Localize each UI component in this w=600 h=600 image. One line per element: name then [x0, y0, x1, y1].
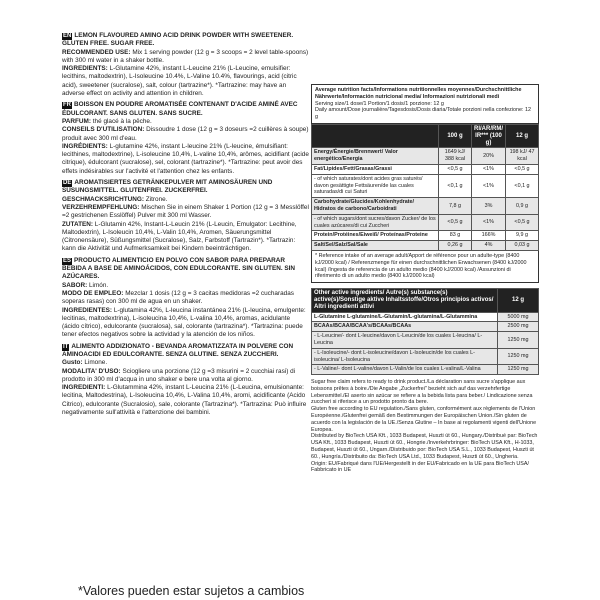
usage-text: Mezclar 1 dosis (12 g = 3 cacitas medidoras =2 cucharadas soperas rasas) con 300 ml de agua en un shaker. [62, 289, 294, 306]
usage-text: Mix 1 serving powder (12 g = 3 scoops = 2 level table-spoons) with 300 ml water in a shaker bottle. [62, 48, 309, 64]
flavor-label: Gusto: [62, 359, 83, 367]
active-label: BCAAs/BCAA/BCAA's/BCAAs/BCAAs [312, 322, 498, 332]
daily-amount: Daily amount/Dose journalière/Tagesdosis/Dosis diaria/Totale porzioni nella confezione: 12 g [315, 107, 532, 121]
flavor-value: thé glacé à la pêche. [92, 117, 152, 125]
claims-block [311, 379, 539, 474]
nutrition-row [312, 198, 539, 215]
nutrition-row [312, 214, 539, 231]
value-12g: 0,9 g [506, 198, 539, 215]
language-block-it [62, 343, 309, 418]
nutrition-row [312, 231, 539, 241]
value-12g: 198 kJ/ 47 kcal [506, 148, 539, 165]
ingredients-text: L-glutamina 42%, L-leucina instantánea 21% (L-leucina, emulgente: lecitinas, maltodextrina), L-isoleucina 10,4%, L-valina 10,4%, aromas, acidulante (ácido cítrico), edulcorante (sucralosa), sal, colorante (tartrazina*). *Tartrazina: puede tener efectos negativos sobre la actividad y la atención de los niños. [62, 306, 306, 339]
ingredients-text: L-Glutamine 42%, instant L-Leucine 21% (L-Leucine, emulsifier: lecithins, maltodextrin), L-Isoleucine 10.4%, L-Valine 10.4%, flavourings, acid (citric acid), sweetener (sucralose), salt, colour (tartrazine*). *Tartrazine: may have an adverse effect on activity and attention in children. [62, 65, 297, 98]
language-block-de [62, 179, 309, 254]
nutrient-label: - of which saturates/dont acides gras saturés/ davon gesättigte Fettsäuren/de las cuales saturadas/di cui Saturi [312, 174, 439, 197]
active-row [312, 332, 539, 349]
active-row [312, 348, 539, 365]
value-12g: 0,03 g [506, 241, 539, 251]
product-title: BOISSON EN POUDRE AROMATISÉE CONTENANT D'ACIDE AMINÉ AVEC ÉDULCORANT. SANS GLUTEN. SANS SUCRE. [62, 101, 298, 117]
value-100g: 0,26 g [439, 241, 472, 251]
value-12g: 9,9 g [506, 231, 539, 241]
nutrition-table-header [312, 124, 539, 147]
value-100g: <0,1 g [439, 174, 472, 197]
flavor-value: Limón. [89, 281, 109, 289]
product-title: ALIMENTO ADDIZIONATO - BEVANDA AROMATIZZATA IN POLVERE CON AMINOACIDI ED EDULCORANTE. SENZA GLUTINE. SENZA ZUCCHERI. [62, 342, 294, 358]
nutrient-label: Protein/Protéines/Eiweiß/ Proteínas/Proteine [312, 231, 439, 241]
active-value: 1250 mg [498, 365, 539, 375]
active-label: - L-Leucine/- dont L-leucine/davon L-Leucin/de los cuales L-leucina/ L-Leucina [312, 332, 498, 349]
ingredients-label: INGREDIENTI: [62, 384, 106, 392]
nutrition-row [312, 164, 539, 174]
label-text-column [62, 32, 309, 420]
reference-footnote: * Reference intake of an average adult/Apport de référence pour un adulte-type (8400 kJ/2000 kcal) / Referenzmenge für einen durchschnittlichen Erwachsenen (8400 kJ/2000 kcal) /Ingesta de referencia de un adulto medio (8400 kJ/2000 kcal) /Assunzioni di riferimento di un adulto medio (8400 kJ/2000 kcal) [311, 251, 539, 283]
nutrition-panel [311, 84, 539, 474]
product-title: LEMON FLAVOURED AMINO ACID DRINK POWDER WITH SWEETENER. GLUTEN FREE. SUGAR FREE. [62, 32, 294, 48]
claim-paragraph: Sugar free claim refers to ready to drink product./La déclaration sans sucre s'applique aux boissons prêtes à boire./Die Angabe „Zuckerfrei" bezieht sich auf das verzehrfertige Lebensmittel./El aserto sin azúcar se refiere a la bebida lista para beber./ Lindicazione senza zuccheri si riferisce a un prodotto pronto da bere. [311, 379, 533, 406]
flavor-label: GESCHMACKSRICHTUNG: [62, 195, 145, 203]
value-ri: 20% [472, 148, 506, 165]
nutrient-label: Energy/Énergie/Brennwert/ Valor energético/Energia [312, 148, 439, 165]
claim-paragraph: Gluten free according to EU regulation./Sans gluten, conformément aux règlements de l'Union Européenne./Glutenfrei gemäß den Bestimmungen der Europäischen Union./Sin gluten de acuerdo con la legislación de la UE./Senza Glutine – In base ai regolamenti vigenti dell'Unione Europea. [311, 406, 537, 433]
usage-label: MODO DE EMPLEO: [62, 289, 124, 297]
product-title: AROMATISIERTES GETRÄNKEPULVER MIT AMINOSÄUREN UND SÜSUNGSMITTEL. GLUTENFREI. ZUCKERFREI. [62, 179, 273, 195]
nutrient-label: Carbohydrate/Glucides/Kohlenhydrate/ Hidratos de carbono/Carboidrati [312, 198, 439, 215]
col-header: RI/AR/RM/ IR*** (100 g) [472, 124, 506, 147]
col-header: 12 g [506, 124, 539, 147]
language-code-badge: EN [63, 33, 72, 39]
value-100g: 83 g [439, 231, 472, 241]
nutrition-row [312, 148, 539, 165]
value-100g: 1649 kJ/ 388 kcal [439, 148, 472, 165]
ingredients-label: INGREDIENTS: [62, 65, 108, 73]
value-12g: <0,5 g [506, 214, 539, 231]
nutrition-table [311, 124, 539, 251]
active-row [312, 365, 539, 375]
nutrient-label: - of which sugars/dont sucres/davon Zucker/ de los cuales azúcares/di cui Zuccheri [312, 214, 439, 231]
serving-size: Serving size/1 dose/1 Portion/1 dosis/1 porzione: 12 g [315, 100, 444, 107]
language-block-fr [62, 101, 309, 176]
ingredients-label: ZUTATEN: [62, 220, 93, 228]
language-code-badge: FR [63, 102, 71, 109]
active-label: - L-Valine/- dont L-valine/davon L-Valin/de los cuales L-valina/L-Valina [312, 365, 498, 375]
value-100g: <0,5 g [439, 214, 472, 231]
active-row [312, 322, 539, 332]
ingredients-label: INGRÉDIENTS: [62, 142, 108, 150]
active-row [312, 312, 539, 322]
flavor-value: Limone. [84, 359, 108, 367]
col-header: 100 g [439, 124, 472, 147]
usage-label: CONSEILS D'UTILISATION: [62, 126, 145, 134]
footer-note: *Valores pueden estar sujetos a cambios [78, 584, 305, 598]
language-code-badge: DE [63, 180, 72, 187]
nutrition-header-box [311, 84, 539, 124]
active-label: L-Glutamine L-glutamine/L-Glutamin/L-glutamina/L-Glutammina [312, 312, 498, 322]
value-ri: 166% [472, 231, 506, 241]
active-value: 1250 mg [498, 332, 539, 349]
actives-col-header: 12 g [498, 289, 539, 312]
active-value: 2500 mg [498, 322, 539, 332]
value-100g: 7,8 g [439, 198, 472, 215]
value-ri: <1% [472, 164, 506, 174]
ingredients-text: L-Glutamin 42%, Instant-L-Leucin 21% (L-Leucin, Emulgator: Lecithine, Maltodextrin), L-Isoleucin 10,4%, L-Valin 10,4%, Aromen, Säuerungsmittel (Citronensäure), Süßungsmittel (Sucralose), Salz, Farbstoff (Tartrazin*). *Tartrazin: kann die Aktivität und Aufmerksamkeit bei Kindern beeinträchtigen. [62, 220, 297, 253]
language-code-badge: ES [63, 257, 72, 264]
language-code-badge: IT [63, 343, 69, 350]
col-header [312, 124, 439, 147]
active-value: 5000 mg [498, 312, 539, 322]
flavor-label: PARFUM: [62, 117, 91, 125]
actives-header: Other active ingredients/ Autre(s) substance(s) active(s)/Sonstige aktive Inhaltsstoffe/Otros principios activos/ Altri ingredienti attivi [312, 289, 498, 312]
language-block-es [62, 257, 309, 340]
nutrient-label: Fat/Lipides/Fett/Grasas/Grassi [312, 164, 439, 174]
flavor-label: SABOR: [62, 281, 88, 289]
claim-paragraph: Origin: EU/Fabriqué dans l'UE/Hergestellt in der EU/Fabricado en la UE para BioTech USA/ Fabbricato in UE [311, 460, 529, 474]
nutrient-label: Salt/Sel/Salz/Sal/Sale [312, 241, 439, 251]
value-100g: <0,5 g [439, 164, 472, 174]
ingredients-text: L-Glutammina 42%, instant L-Leucina 21% (L-Leucina, emulsionante: lecitina, Maltodestrina), L-Isoleucina 10,4%, L-Valina 10,4%, aromi, acidificante (Acido Citrico), edulcorante (Sucralosio), sale, colorante (Tartrazina*). *Tartrazina: Può influire negativamente sull'attività e l'attenzione dei bambini. [62, 384, 307, 417]
ingredients-label: INGREDIENTES: [62, 306, 113, 314]
nutrition-title: Average nutrition facts/Informations nutritionnelles moyennes/Durchschnittliche Nährwerte/Información nutricional media/ Informazioni nutrizionali medi [315, 87, 522, 100]
usage-text: Mischen Sie in einem Shaker 1 Portion (12 g = 3 Messlöffel =2 gestrichenen Esslöffel) Pulver mit 300 ml Wasser. [62, 203, 309, 220]
active-label: - L-Isoleucine/- dont L-isoleucine/davon L-Isoleucin/de los cuales L-isoleucina/ L-Isoleucina [312, 348, 498, 365]
nutrition-row [312, 174, 539, 197]
language-block-en [62, 32, 309, 98]
usage-text: Dissoudre 1 dose (12 g = 3 doseurs =2 cuillères à soupe) produit avec 300 ml d'eau. [62, 126, 309, 142]
nutrition-row [312, 241, 539, 251]
active-value: 1250 mg [498, 348, 539, 365]
value-12g: <0,5 g [506, 164, 539, 174]
flavor-value: Zitrone. [145, 195, 168, 203]
usage-label: VERZEHREMPFEHLUNG: [62, 203, 140, 211]
value-ri: <1% [472, 174, 506, 197]
value-ri: 3% [472, 198, 506, 215]
value-ri: 4% [472, 241, 506, 251]
product-title: PRODUCTO ALIMENTICIO EN POLVO CON SABOR PARA PREPARAR BEBIDA A BASE DE AMINOÁCIDOS, CON EDULCORANTE. SIN GLUTEN. SIN AZÚCARES. [62, 256, 296, 281]
value-12g: <0,1 g [506, 174, 539, 197]
active-ingredients-table [311, 288, 539, 375]
usage-label: MODALITA' D'USO: [62, 367, 121, 375]
claim-paragraph: Distributed by BioTech USA Kft., 1033 Budapest, Huszti út 60., Hungary./Distribué par: BioTech USA Kft., 1033 Budapest, Huszti út 60., Hongrie./Inverkehrbringer: BioTech USA Kft., H-1033, Budapest, Huszti út 60., Ungarn./Distribuido por: BioTech USA S.L., 1033 Budapest, Huszti út 60., Hungría./Distribuito da: BioTech USA Ltd., 1033 Budapest, Huszti út 60., Ungheria. [311, 433, 538, 460]
usage-label: RECOMMENDED USE: [62, 48, 131, 56]
ingredients-text: L-glutamine 42%, instant L-leucine 21% (L-leucine, émulsifiant: lecithines, maltodextrine), L-isoleucine 10,4%, L-valine 10,4%, arômes, acidifiant (acide citrique), édulcorant (sucralose), sel, colorant (tartrazine*). *Tartrazine: peut avoir des effets indésirables sur l'activité et l'attention chez les enfants. [62, 142, 309, 175]
value-ri: <1% [472, 214, 506, 231]
usage-text: Sciogliere una porzione (12 g =3 misurini = 2 cucchiai rasi) di prodotto in 300 ml d'acqua in uno shaker e bere una volta al giorno. [62, 367, 296, 383]
